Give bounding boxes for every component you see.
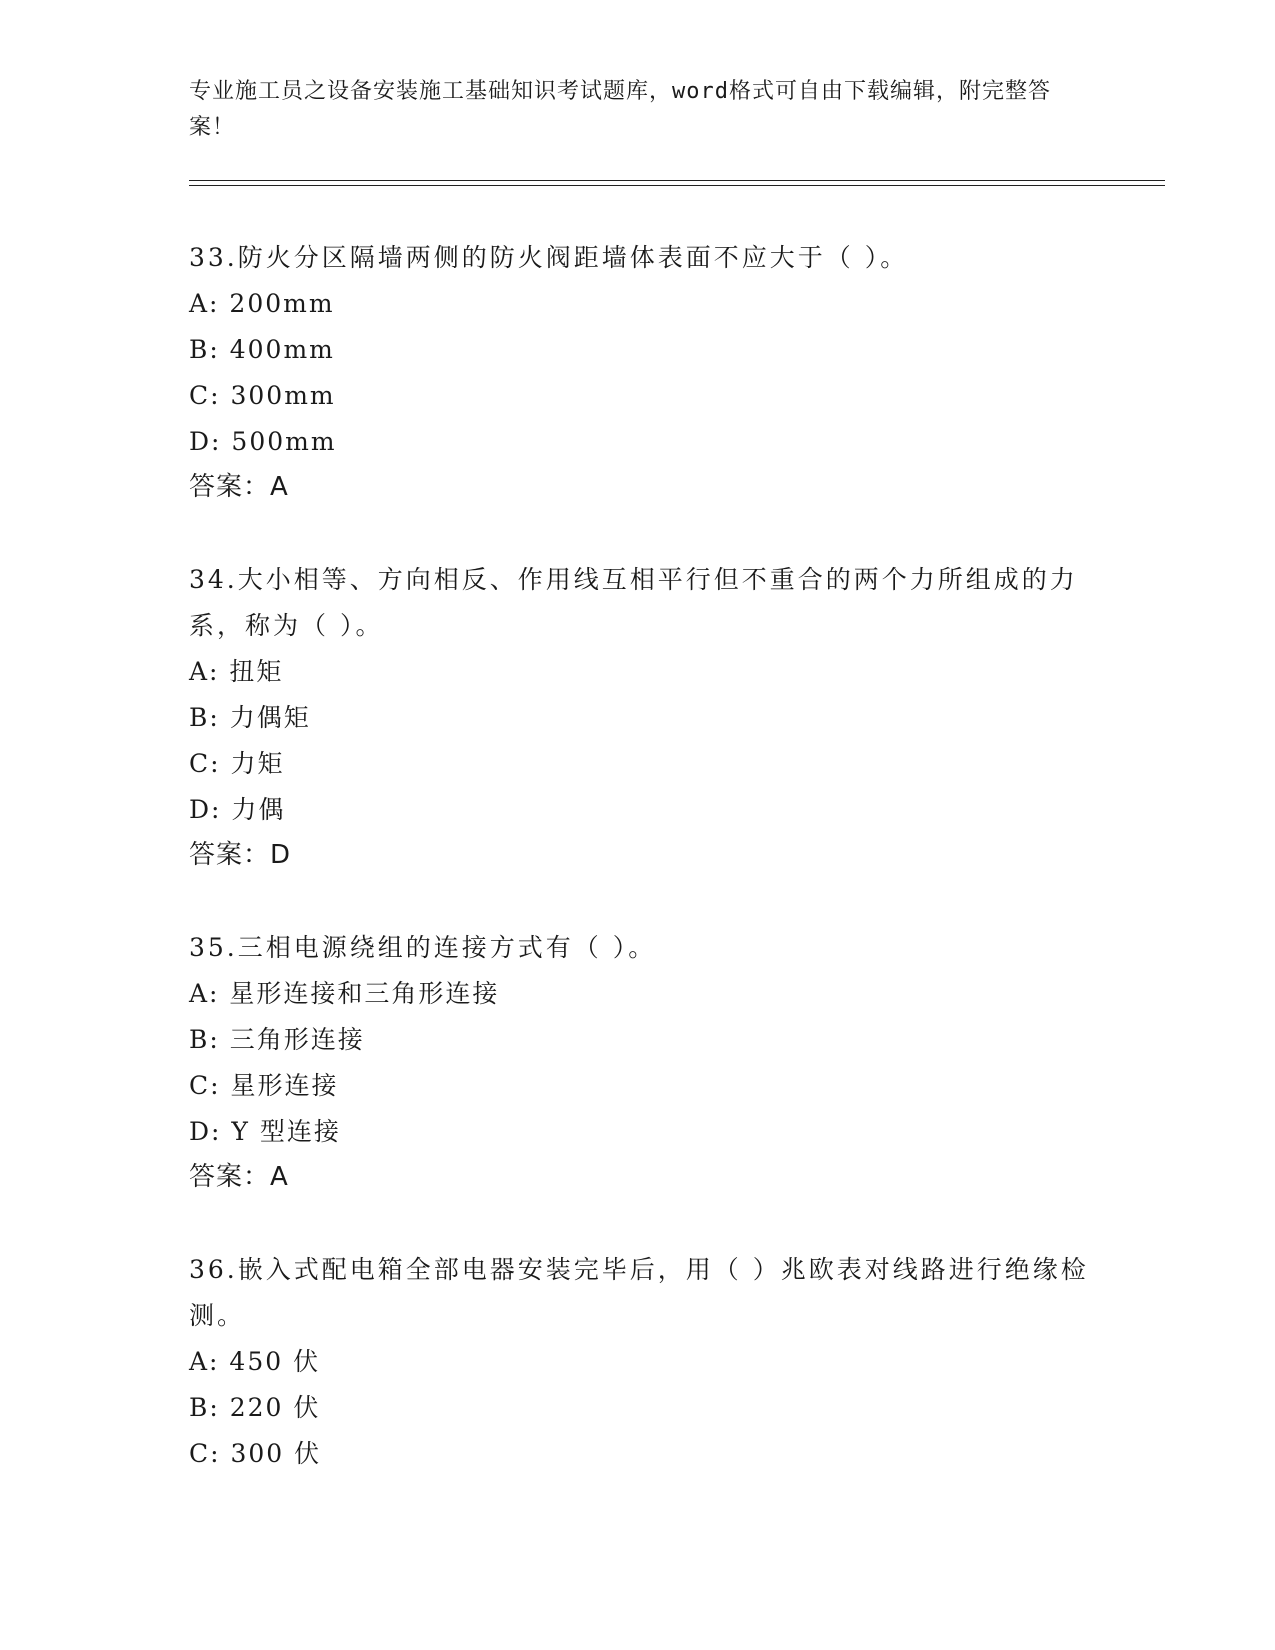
option-b: B: 力偶矩 (189, 703, 311, 732)
question-stem: 35.三相电源绕组的连接方式有（ ）。 (189, 933, 657, 962)
answer: 答案：A (189, 1162, 289, 1192)
answer: 答案：D (189, 840, 292, 870)
question-34 (189, 557, 1089, 877)
option-b: B: 220 伏 (189, 1393, 321, 1422)
question-36 (189, 1247, 1089, 1477)
answer: 答案：A (189, 472, 289, 502)
header-divider-bottom (189, 185, 1165, 186)
document-header: 专业施工员之设备安装施工基础知识考试题库，word格式可自由下载编辑，附完整答案！ (189, 79, 1051, 140)
option-a: A: 450 伏 (189, 1347, 321, 1376)
option-d: D: Y 型连接 (189, 1117, 341, 1146)
option-c: C: 300 伏 (189, 1439, 322, 1468)
question-stem: 34.大小相等、方向相反、作用线互相平行但不重合的两个力所组成的力系，称为（ ）。 (189, 565, 1078, 640)
option-d: D: 500mm (189, 427, 337, 456)
option-d: D: 力偶 (189, 795, 286, 824)
question-stem: 33.防火分区隔墙两侧的防火阀距墙体表面不应大于（ ）。 (189, 243, 909, 272)
header-divider-top (189, 180, 1165, 181)
question-33 (189, 235, 1089, 509)
option-c: C: 力矩 (189, 749, 285, 778)
option-a: A: 200mm (189, 289, 335, 318)
option-c: C: 300mm (189, 381, 336, 410)
option-a: A: 扭矩 (189, 657, 284, 686)
question-stem: 36.嵌入式配电箱全部电器安装完毕后，用（ ）兆欧表对线路进行绝缘检测。 (189, 1255, 1089, 1330)
option-a: A: 星形连接和三角形连接 (189, 979, 500, 1008)
option-b: B: 400mm (189, 335, 335, 364)
question-35 (189, 925, 1089, 1199)
option-c: C: 星形连接 (189, 1071, 339, 1100)
option-b: B: 三角形连接 (189, 1025, 365, 1054)
